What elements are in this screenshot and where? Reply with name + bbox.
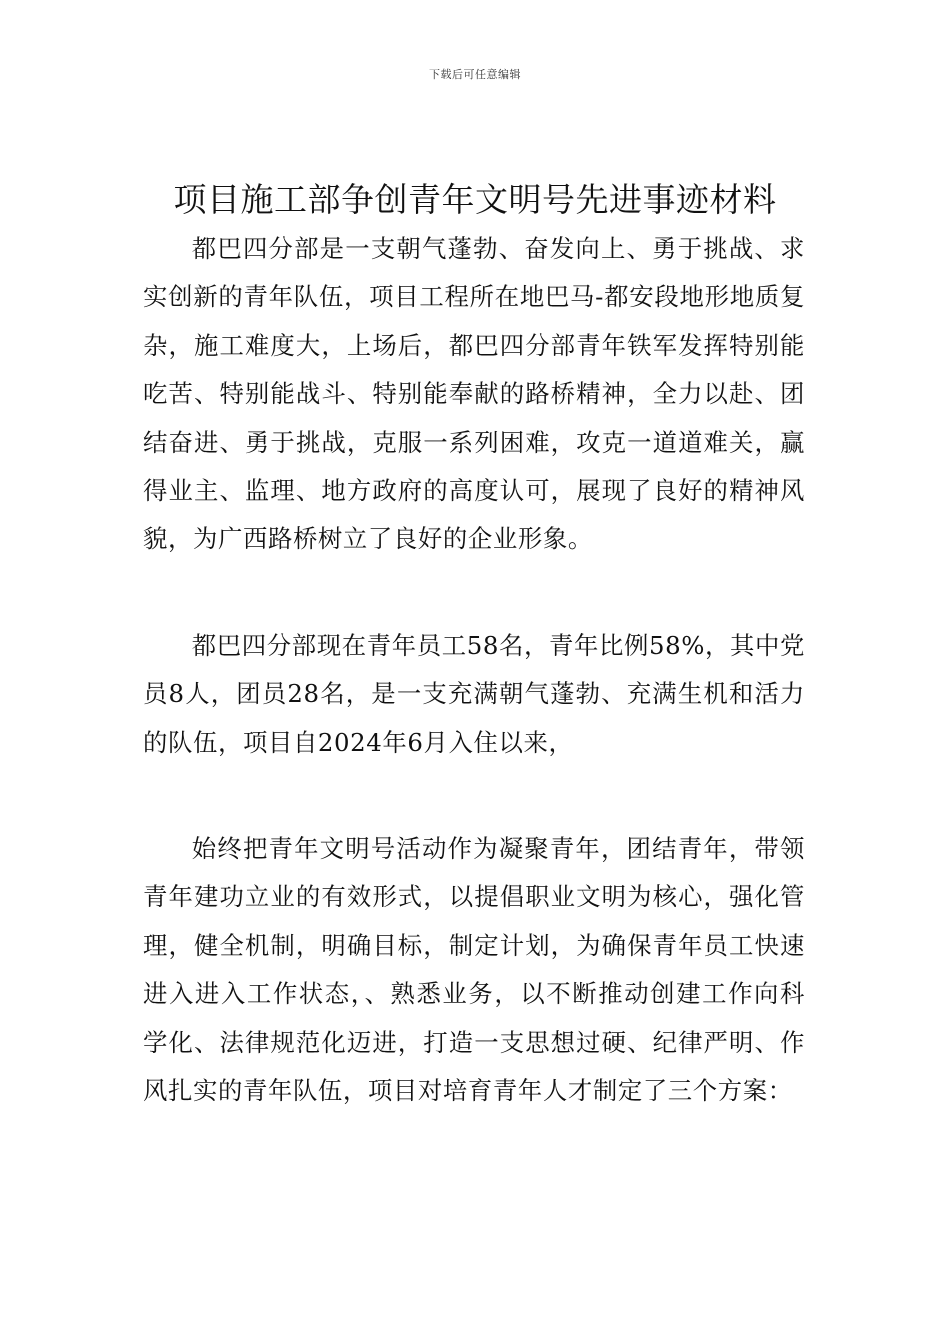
page-header-note: 下载后可任意编辑 — [429, 68, 521, 81]
paragraph-youth-training: 始终把青年文明号活动作为凝聚青年，团结青年，带领青年建功立业的有效形式，以提倡职业文明为核心，强化管理，健全机制，明确目标，制定计划，为确保青年员工快速进入进入工作状态，、熟悉业务，以不断推动创建工作向科学化、法律规范化迈进，打造一支思想过硬、纪律严明、作风扎实的青年队伍，项目对培育青年人才制定了三个方案： — [143, 834, 805, 1106]
document-title: 项目施工部争创青年文明号先进事迹材料 — [173, 180, 777, 219]
paragraph-intro: 都巴四分部是一支朝气蓬勃、奋发向上、勇于挑战、求实创新的青年队伍，项目工程所在地巴马-都安段地形地质复杂，施工难度大，上场后，都巴四分部青年铁军发挥特别能吃苦、特别能战斗、特别能奉献的路桥精神，全力以赴、团结奋进、勇于挑战，克服一系列困难，攻克一道道难关，赢得业主、监理、地方政府的高度认可，展现了良好的精神风貌，为广西路桥树立了良好的企业形象。 — [143, 234, 805, 554]
paragraph-staff-composition: 都巴四分部现在青年员工58名，青年比例58%，其中党员8人，团员28名，是一支充满朝气蓬勃、充满生机和活力的队伍，项目自2024年6月入住以来， — [143, 631, 805, 757]
